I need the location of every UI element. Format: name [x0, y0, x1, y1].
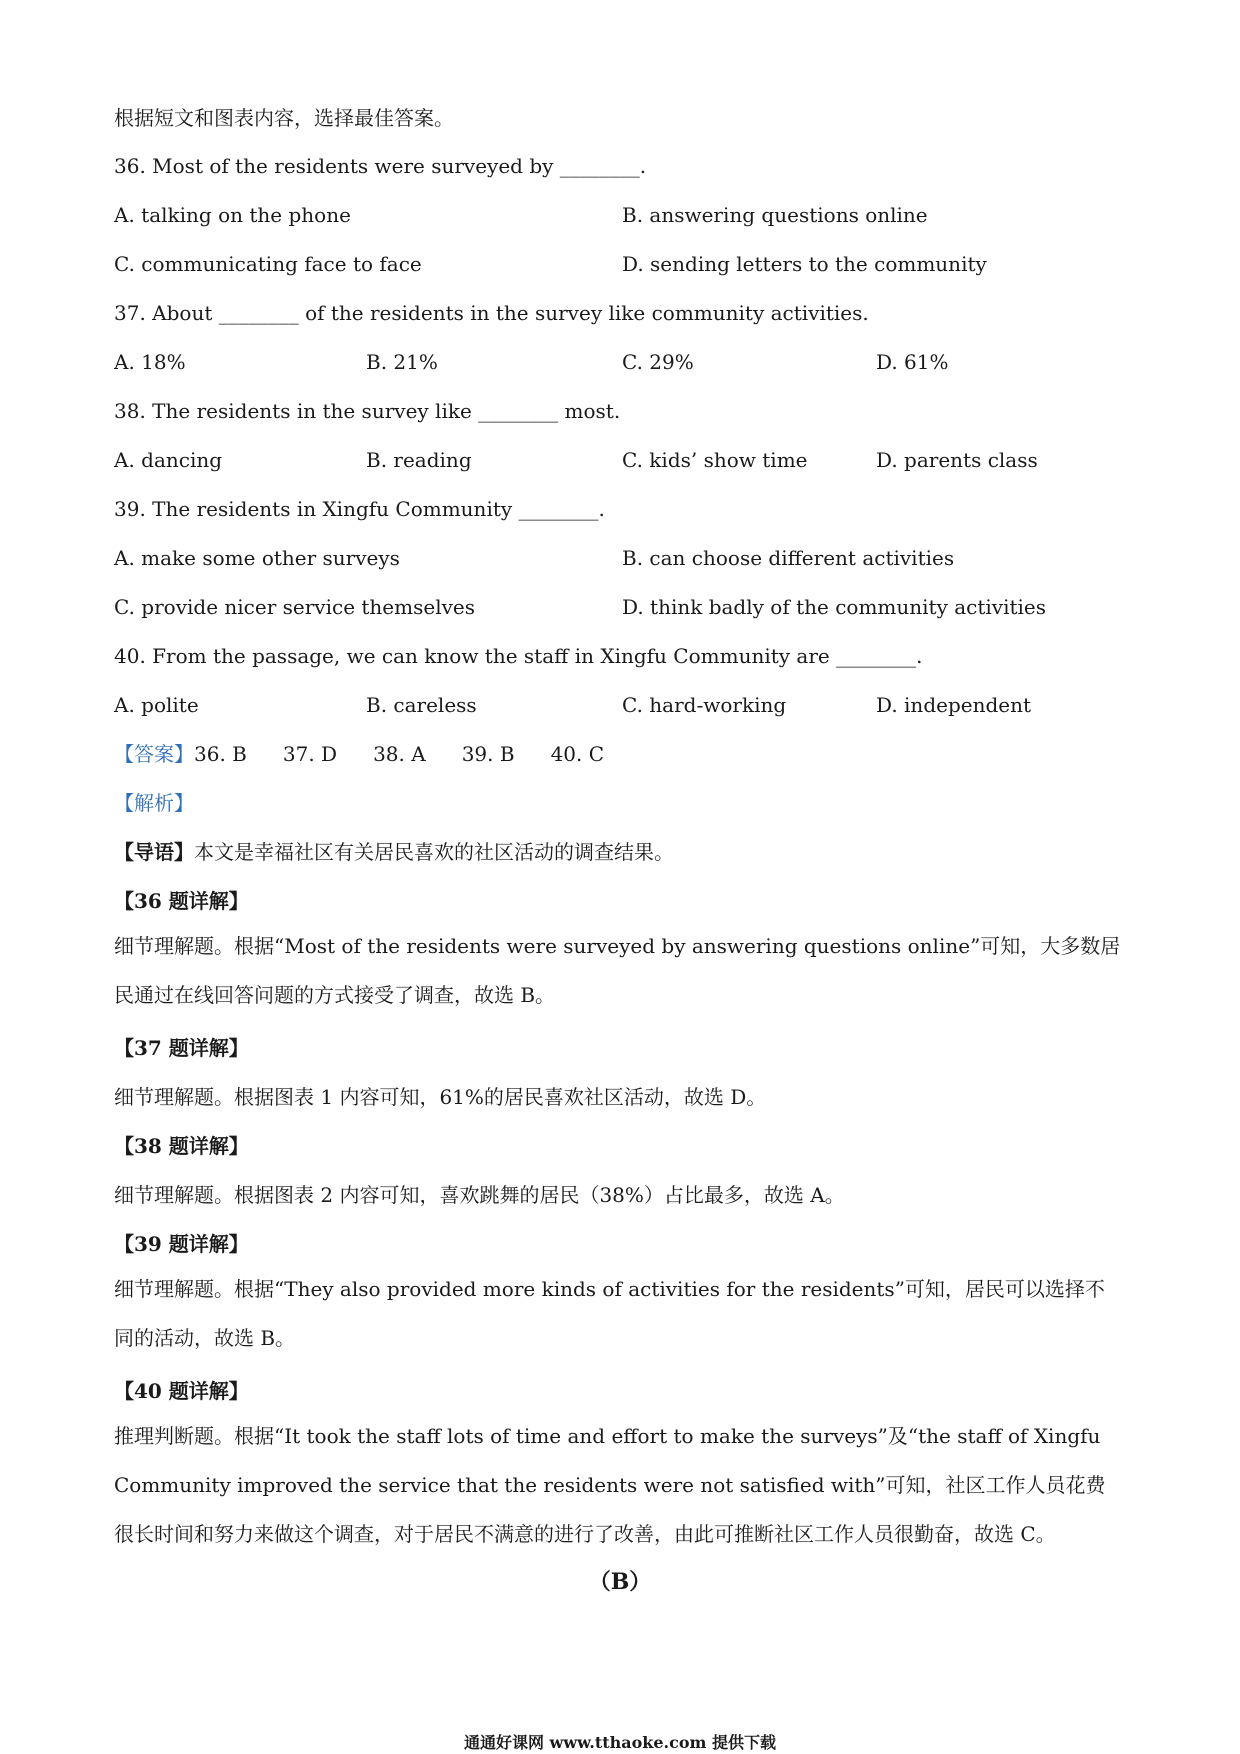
intro-text: 本文是幸福社区有关居民喜欢的社区活动的调查结果。 — [194, 840, 674, 864]
analysis-label: 【解析】 — [114, 791, 194, 815]
q38-option-a: A. dancing — [114, 448, 223, 472]
q38-option-c: C. kids’ show time — [622, 448, 808, 472]
detail-37-text: 细节理解题。根据图表 1 内容可知，61%的居民喜欢社区活动，故选 D。 — [114, 1085, 767, 1109]
q36-option-d: D. sending letters to the community — [622, 252, 987, 276]
intro-line — [114, 838, 674, 866]
detail-40-heading: 【40 题详解】 — [114, 1379, 249, 1403]
q40-option-b: B. careless — [366, 693, 477, 717]
q38-option-b: B. reading — [366, 448, 472, 472]
question-36-stem: 36. Most of the residents were surveyed by ________. — [114, 154, 647, 178]
q39-option-c: C. provide nicer service themselves — [114, 595, 475, 619]
detail-36-heading: 【36 题详解】 — [114, 889, 249, 913]
detail-38-heading: 【38 题详解】 — [114, 1134, 249, 1158]
q38-option-d: D. parents class — [876, 448, 1038, 472]
q36-option-b: B. answering questions online — [622, 203, 928, 227]
q40-option-c: C. hard-working — [622, 693, 787, 717]
detail-39-heading: 【39 题详解】 — [114, 1232, 249, 1256]
detail-39-text: 细节理解题。根据“They also provided more kinds of activities for the residents”可知，居民可以选择不同的活动，故选 B。 — [114, 1277, 1105, 1350]
detail-36-text: 细节理解题。根据“Most of the residents were surveyed by answering questions online”可知，大多数居民通过在线回答问题的方式接受了调查，故选 B。 — [114, 934, 1121, 1007]
q37-option-c: C. 29% — [622, 350, 694, 374]
answer-36: 36. B — [194, 742, 247, 766]
answer-39: 39. B — [461, 742, 515, 766]
q36-option-c: C. communicating face to face — [114, 252, 422, 276]
q37-option-a: A. 18% — [114, 350, 186, 374]
instruction-text: 根据短文和图表内容，选择最佳答案。 — [114, 106, 454, 130]
answer-label: 【答案】 — [114, 742, 194, 766]
q37-option-b: B. 21% — [366, 350, 438, 374]
answer-38: 38. A — [373, 742, 426, 766]
detail-38-text: 细节理解题。根据图表 2 内容可知，喜欢跳舞的居民（38%）占比最多，故选 A。 — [114, 1183, 845, 1207]
q40-option-a: A. polite — [114, 693, 199, 717]
answer-line — [114, 740, 640, 768]
question-39-stem: 39. The residents in Xingfu Community ________. — [114, 497, 605, 521]
q39-option-a: A. make some other surveys — [114, 546, 400, 570]
page-footer: 通通好课网 www.tthaoke.com 提供下载 — [463, 1733, 777, 1752]
q39-option-d: D. think badly of the community activities — [622, 595, 1047, 619]
answer-37: 37. D — [282, 742, 338, 766]
q40-option-d: D. independent — [876, 693, 1032, 717]
detail-40-text: 推理判断题。根据“It took the staff lots of time and effort to make the surveys”及“the staff of Xingfu Community improved the service that the residents were not satisfied with”可知，社区工作人员花费很长时间和努力来做这个调查，对于居民不满意的进行了改善，由此可推断社区工作人员很勤奋，故选 C。 — [114, 1424, 1106, 1546]
q39-option-b: B. can choose different activities — [622, 546, 955, 570]
question-40-stem: 40. From the passage, we can know the staff in Xingfu Community are ________. — [114, 644, 923, 668]
detail-37-heading: 【37 题详解】 — [114, 1036, 249, 1060]
q37-option-d: D. 61% — [876, 350, 949, 374]
question-38-stem: 38. The residents in the survey like ________ most. — [114, 399, 621, 423]
answer-40: 40. C — [550, 742, 605, 766]
intro-label: 【导语】 — [114, 840, 194, 864]
question-37-stem: 37. About ________ of the residents in the survey like community activities. — [114, 301, 869, 325]
q36-option-a: A. talking on the phone — [114, 203, 351, 227]
section-marker: （B） — [588, 1569, 652, 1595]
